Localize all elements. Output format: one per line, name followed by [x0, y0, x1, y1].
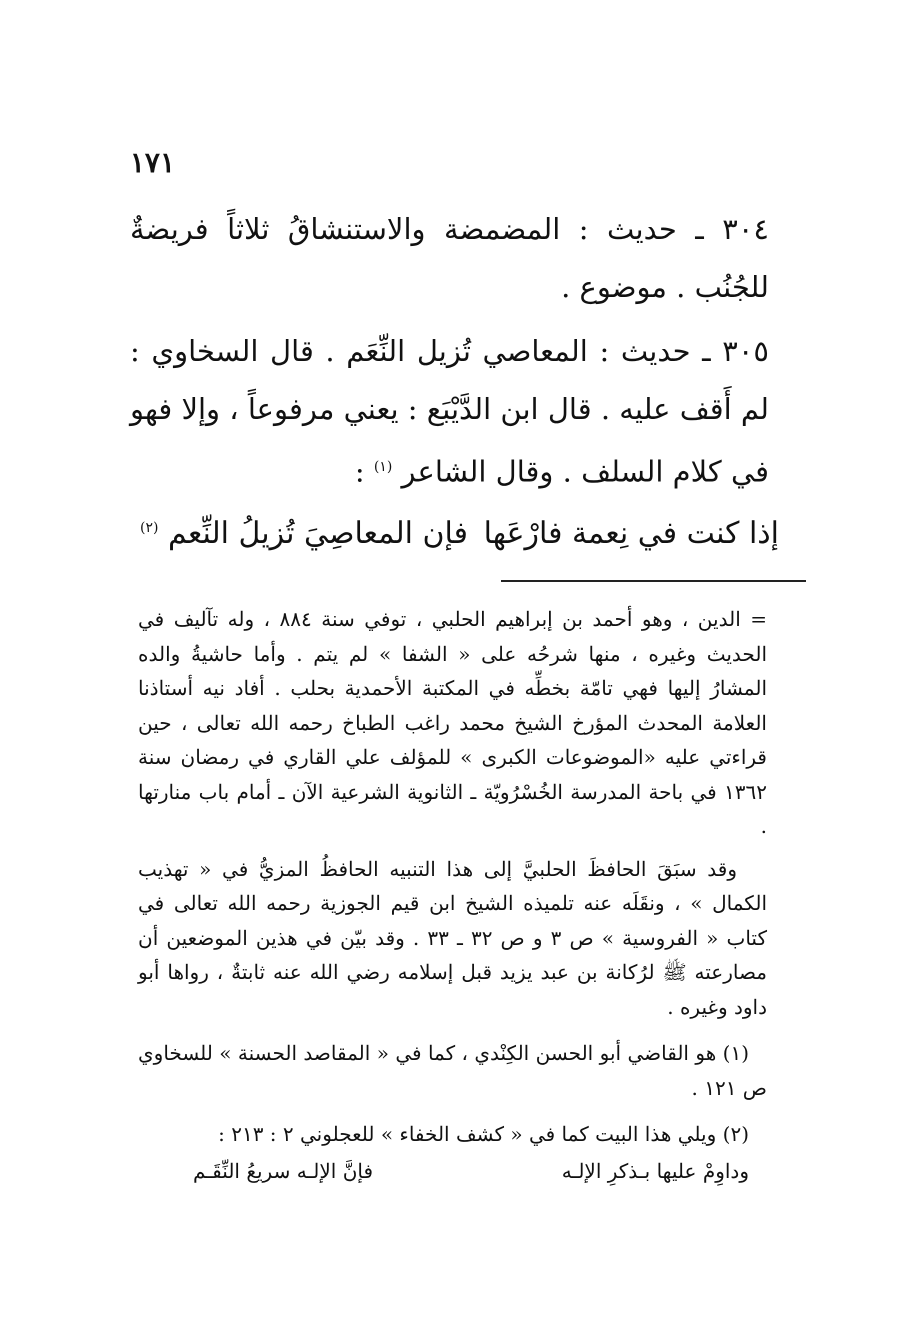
footnote-continuation-2: وقد سبَقَ الحافظَ الحلبيَّ إلى هذا التنبيه الحافظُ المزيُّ في « تهذيب الكمال » ، ونقَلَه عنه تلميذه الشيخ ابن قيم الجوزية رحمه الله تعالى في كتاب « الفروسية » ص ٣ و ص ٣٢ ـ ٣٣ . وقد بيّن في هذين الموضعين أن مصارعته ﷺ لرُكانة بن عبد يزيد قبل إسلامه رضي الله عنه ثابتةٌ ، رواها أبو داود وغيره . — [138, 856, 767, 1019]
entry-305-end: : — [354, 454, 365, 489]
footnote-divider — [501, 580, 806, 582]
footnote-2: (٢) ويلي هذا البيت كما في « كشف الخفاء » للعجلوني ٢ : ٢١٣ : — [218, 1122, 749, 1146]
entry-305 — [130, 322, 769, 501]
verse-first-hemistich: إذا كنت في نِعمة فارْعَها — [483, 516, 779, 551]
footnote-ref-1: (١) — [373, 459, 393, 475]
main-text — [130, 200, 769, 501]
entry-305-text: ٣٠٥ ـ حديث : المعاصي تُزيل النِّعَم . قال السخاوي : لم أَقف عليه . قال ابن الدَّيْبَع : يعني مرفوعاً ، وإلا فهو في كلام السلف . وقال الشاعر — [130, 334, 769, 489]
footnote-ref-2: (٢) — [140, 520, 159, 536]
page-number: ١٧١ — [129, 146, 175, 179]
footnote-1: (١) هو القاضي أبو الحسن الكِنْدي ، كما في « المقاصد الحسنة » للسخاوي ص ١٢١ . — [138, 1041, 767, 1100]
poetry-verse — [140, 516, 779, 551]
verse-second-hemistich — [140, 516, 468, 551]
verse-second-text: فإن المعاصِيَ تُزيلُ النِّعم — [168, 516, 468, 551]
footnote-verse-first: وداوِمْ عليها بـذكرِ الإلـه — [561, 1158, 749, 1183]
footnote-2-verse — [138, 1154, 767, 1189]
footnote-verse-second: فإنَّ الإلـه سريعُ النِّقَـم — [193, 1158, 374, 1183]
entry-304: ٣٠٤ ـ حديث : المضمضة والاستنشاقُ ثلاثاً فريضةٌ للجُنُب . موضوع . — [130, 212, 769, 304]
footnote-continuation-1: = الدين ، وهو أحمد بن إبراهيم الحلبي ، توفي سنة ٨٨٤ ، وله تآليف في الحديث وغيره ، منها شرحُه على « الشفا » لم يتم . وأما حاشيةُ والده المشارُ إليها فهي تامّة بخطِّه في المكتبة الأحمدية بحلب . أفاد نيه أستاذنا العلامة المحدث المؤرخ الشيخ محمد راغب الطباخ رحمه الله تعالى ، حين قراءتي عليه «الموضوعات الكبرى » للمؤلف علي القاري في رمضان سنة ١٣٦٢ في باحة المدرسة الخُسْرُويّة ـ الثانوية الشرعية الآن ـ أمام باب منارتها . — [138, 607, 767, 838]
footnotes — [138, 602, 767, 1188]
